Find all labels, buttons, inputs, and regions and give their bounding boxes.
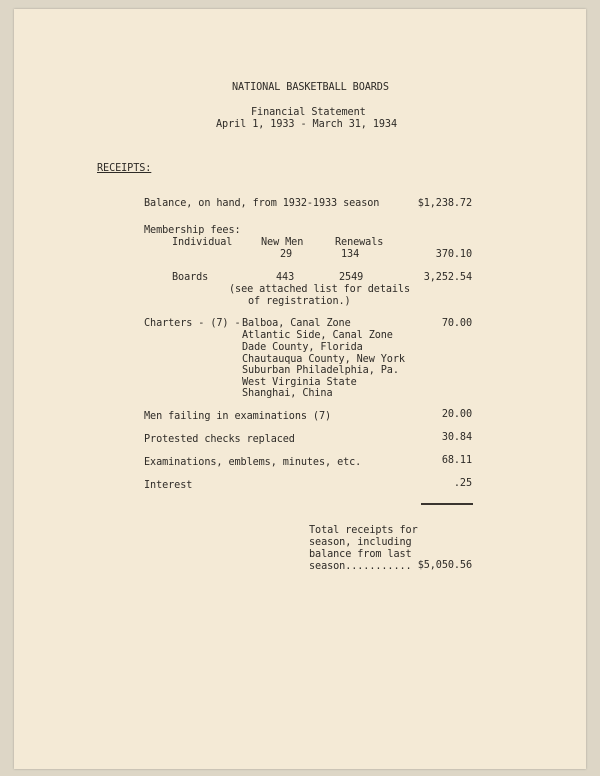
total-label-line: Total receipts for (309, 525, 418, 536)
individual-new: 29 (280, 249, 293, 260)
charter-place: Dade County, Florida (242, 342, 363, 353)
receipt-item-amount: 20.00 (441, 409, 472, 420)
charter-place: Atlantic Side, Canal Zone (242, 330, 393, 341)
receipt-item-label: Interest (144, 480, 193, 491)
charters-label: Charters - (7) - (144, 318, 241, 329)
balance-amount: $1,238.72 (417, 198, 472, 209)
total-label-line: season........... (309, 561, 412, 572)
boards-new: 443 (276, 272, 295, 283)
statement-period: April 1, 1933 - March 31, 1934 (216, 119, 398, 130)
receipt-item-label: Men failing in examinations (7) (144, 411, 332, 422)
receipts-heading: RECEIPTS: (97, 163, 152, 174)
org-title: NATIONAL BASKETBALL BOARDS (232, 82, 389, 93)
document-page (14, 9, 586, 769)
total-rule (421, 503, 473, 505)
charter-place: Suburban Philadelphia, Pa. (242, 365, 399, 376)
total-amount: $5,050.56 (417, 560, 472, 571)
receipt-item-amount: 30.84 (441, 432, 472, 443)
total-label-line: balance from last (309, 549, 412, 560)
col-new-men: New Men (261, 237, 304, 248)
individual-label: Individual (172, 237, 233, 248)
boards-renew: 2549 (339, 272, 364, 283)
balance-label: Balance, on hand, from 1932-1933 season (144, 198, 380, 209)
receipt-item-amount: 68.11 (441, 455, 472, 466)
receipt-item-amount: .25 (453, 478, 472, 489)
statement-title: Financial Statement (251, 107, 366, 118)
charter-place: Shanghai, China (242, 388, 333, 399)
receipt-item-label: Examinations, emblems, minutes, etc. (144, 457, 362, 468)
charter-place: West Virginia State (242, 377, 357, 388)
boards-label: Boards (172, 272, 209, 283)
charters-amount: 70.00 (441, 318, 472, 329)
col-renewals: Renewals (335, 237, 384, 248)
receipt-item-label: Protested checks replaced (144, 434, 295, 445)
boards-note-line: of registration.) (248, 296, 351, 307)
membership-label: Membership fees: (144, 225, 241, 236)
boards-amount: 3,252.54 (423, 272, 472, 283)
total-label-line: season, including (309, 537, 412, 548)
boards-note-line: (see attached list for details (229, 284, 411, 295)
individual-amount: 370.10 (435, 249, 472, 260)
charter-place: Chautauqua County, New York (242, 354, 405, 365)
charter-place: Balboa, Canal Zone (242, 318, 351, 329)
individual-renew: 134 (341, 249, 360, 260)
